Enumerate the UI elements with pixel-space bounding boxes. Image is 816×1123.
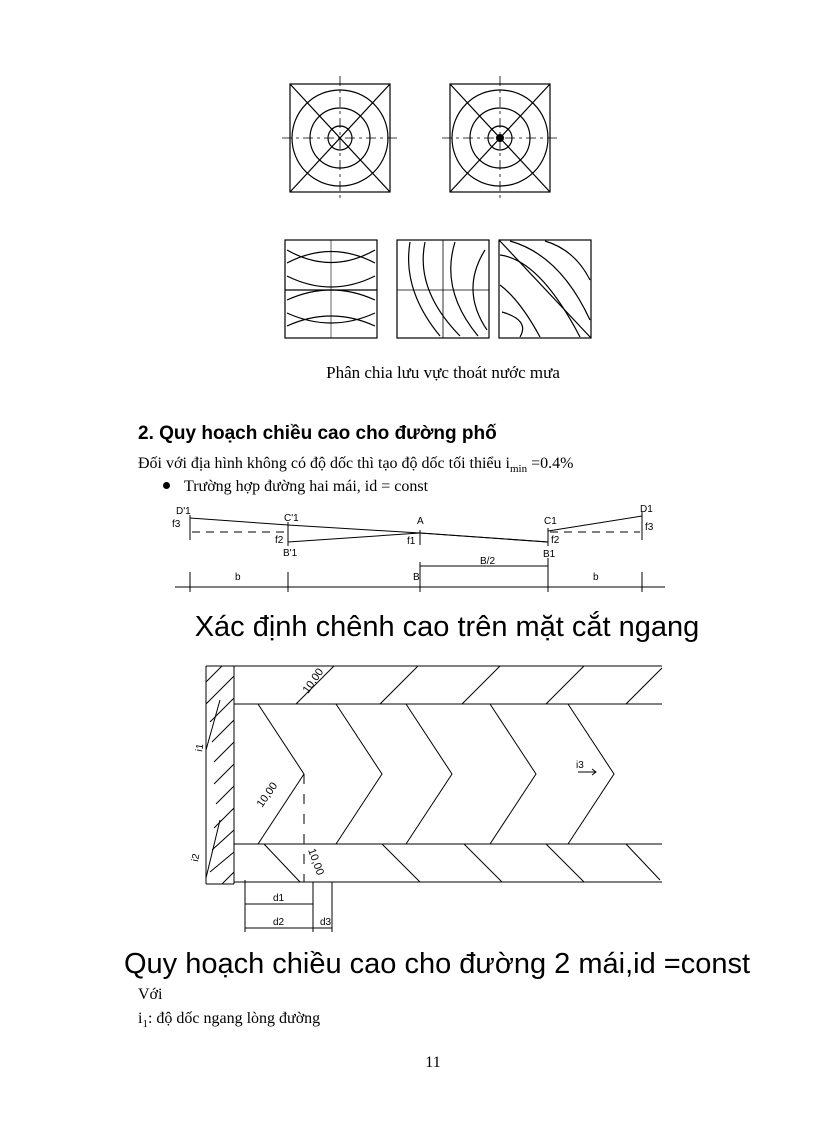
label-i1: i1 [194, 742, 207, 753]
label-f1: f1 [407, 536, 416, 547]
figure1-caption: Phân chia lưu vực thoát nước mưa [326, 363, 560, 382]
bullet-dot [163, 482, 170, 489]
basin-diagram-horizontal [285, 240, 377, 338]
label-i2: i2 [190, 852, 203, 863]
section-heading: 2. Quy hoạch chiều cao cho đường phố [138, 423, 497, 444]
label-c1-prime: C'1 [284, 513, 299, 524]
label-b1-prime: B'1 [283, 548, 298, 559]
label-d1: d1 [273, 893, 285, 904]
drainage-basin-figure [0, 0, 816, 360]
label-a: A [417, 516, 424, 527]
label-f3-left: f3 [172, 519, 181, 530]
street-plan-figure [0, 660, 816, 940]
label-d3: d3 [320, 917, 332, 928]
voi-label: Với [138, 986, 163, 1003]
cross-section-figure [0, 500, 816, 600]
basin-diagram-circular-1 [282, 76, 398, 200]
label-i3: i3 [576, 760, 584, 771]
label-b-right: b [593, 572, 599, 583]
label-d1: D1 [640, 504, 653, 515]
label-f2-left: f2 [275, 535, 284, 546]
label-f3-right: f3 [645, 522, 654, 533]
label-10-top: 10,00 [300, 666, 327, 696]
label-d1-prime: D'1 [176, 506, 191, 517]
page-number: 11 [425, 1054, 441, 1071]
label-10-bot: 10,00 [305, 846, 326, 877]
label-b-center: B [413, 572, 420, 583]
label-10-mid: 10,00 [254, 780, 281, 810]
label-c1: C1 [544, 516, 557, 527]
label-d2: d2 [273, 917, 285, 928]
label-b-left: b [235, 572, 241, 583]
street-plan-title: Quy hoạch chiều cao cho đường 2 mái,id =const [123, 948, 751, 980]
cross-section-title: Xác định chênh cao trên mặt cắt ngang [194, 611, 700, 643]
basin-diagram-curved [397, 240, 489, 338]
basin-diagram-diagonal [499, 240, 591, 338]
paragraph-min-slope: Đối với địa hình không có độ dốc thì tạo độ dốc tối thiểu $i_{min} =0.4\%$ [138, 455, 574, 476]
bullet-item: Trường hợp đường hai mái, id = const [163, 478, 428, 496]
label-b-half: B/2 [480, 556, 496, 567]
label-f2-right: f2 [551, 535, 560, 546]
i1-definition: $i_1$: độ dốc ngang lòng đường [138, 1010, 321, 1031]
label-b1: B1 [543, 549, 556, 560]
